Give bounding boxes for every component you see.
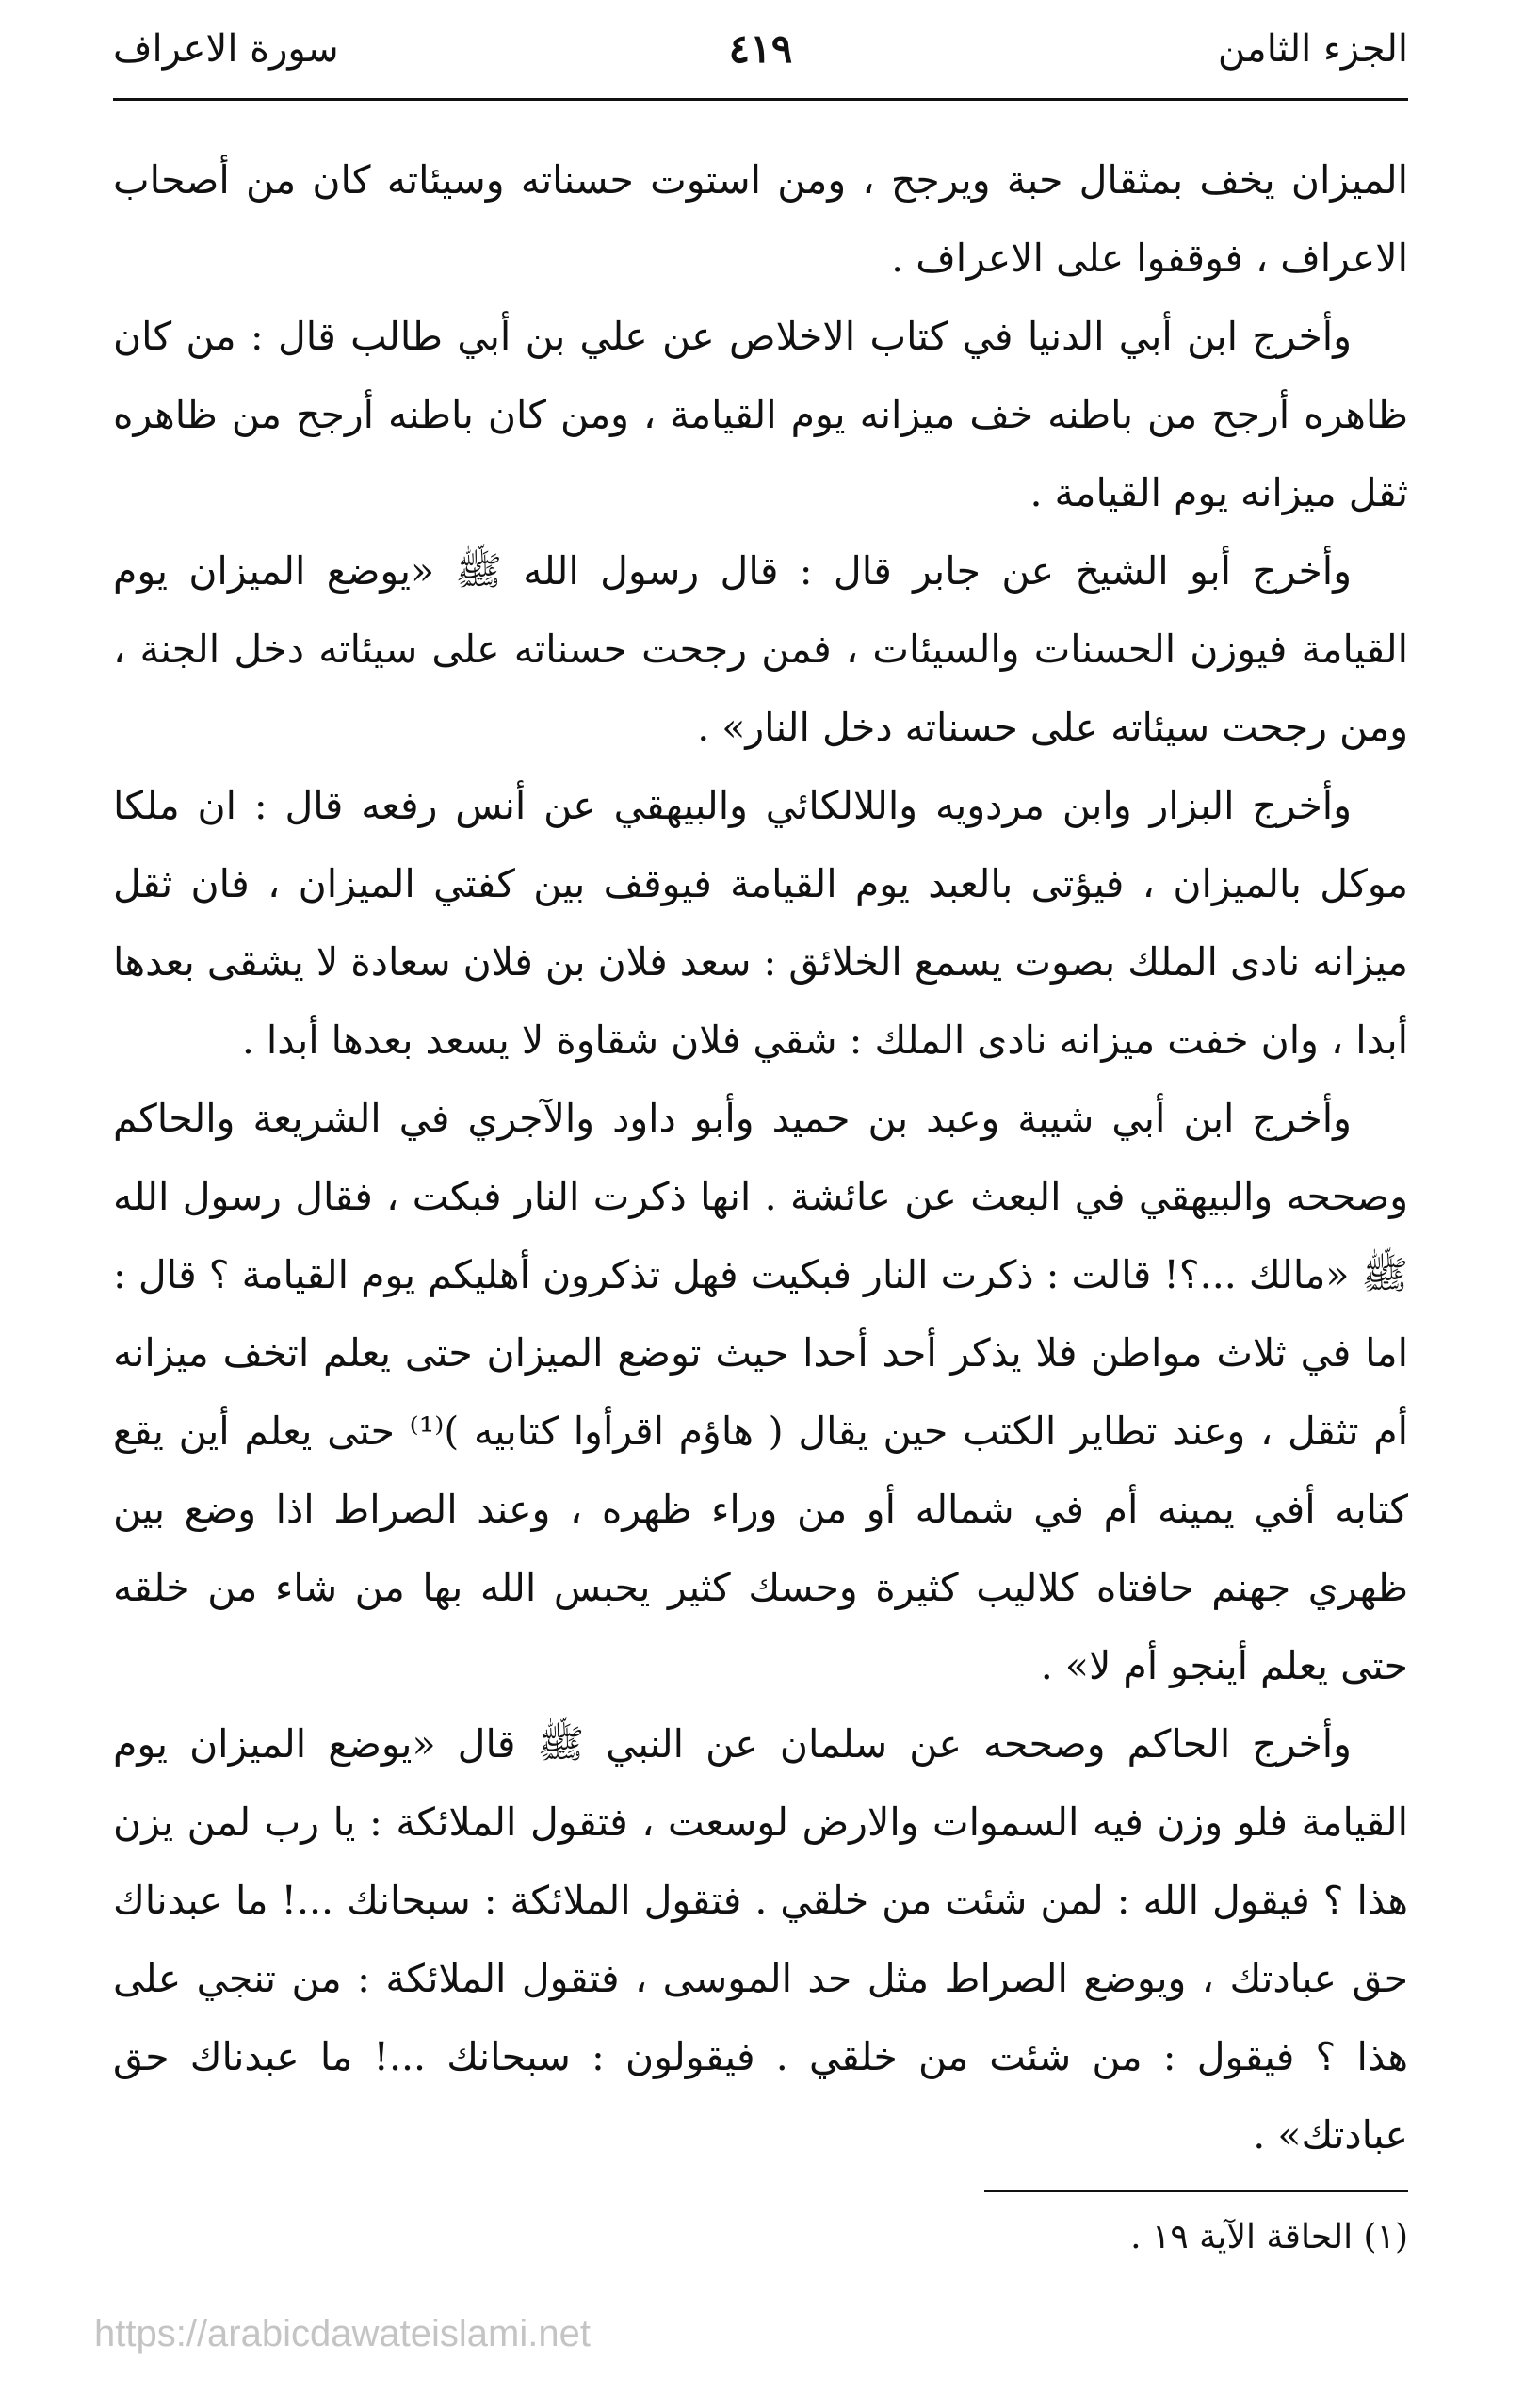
page-number: ٤١٩	[728, 25, 793, 72]
paragraph: وأخرج ابن أبي شيبة وعبد بن حميد وأبو داود والآجري في الشريعة والحاكم وصححه والبيهقي في البعث عن عائشة . انها ذكرت النار فبكت ، فقال رسول الله ﷺ «مالك ...؟! قالت : ذكرت النار فبكيت فهل تذكرون أهليكم يوم القيامة ؟ قال : اما في ثلاث مواطن فلا يذكر أحد أحدا حيث توضع الميزان حتى يعلم اتخف ميزانه أم تثقل ، وعند تطاير الكتب حين يقال ( هاؤم اقرأوا كتابيه )⁽¹⁾ حتى يعلم أين يقع كتابه أفي يمينه أم في شماله أو من وراء ظهره ، وعند الصراط اذا وضع بين ظهري جهنم حافتاه كلاليب كثيرة وحسك كثير يحبس الله بها من شاء من خلقه حتى يعلم أينجو أم لا» .	[113, 1096, 1408, 1688]
paragraph: وأخرج ابن أبي الدنيا في كتاب الاخلاص عن علي بن أبي طالب قال : من كان ظاهره أرجح من باطنه خف ميزانه يوم القيامة ، ومن كان باطنه أرجح من ظاهره ثقل ميزانه يوم القيامة .	[113, 314, 1408, 515]
juz-label: الجزء الثامن	[1217, 27, 1408, 71]
paragraph: الميزان يخف بمثقال حبة ويرجح ، ومن استوت حسناته وسيئاته كان من أصحاب الاعراف ، فوقفوا على الاعراف .	[113, 157, 1408, 281]
surah-label: سورة الاعراف	[113, 27, 339, 71]
header-divider	[113, 98, 1408, 101]
footnote: (١) الحاقة الآية ١٩ .	[1130, 2218, 1408, 2256]
paragraph: وأخرج الحاكم وصححه عن سلمان عن النبي ﷺ قال «يوضع الميزان يوم القيامة فلو وزن فيه السموات والارض لوسعت ، فتقول الملائكة : يا رب لمن يزن هذا ؟ فيقول الله : لمن شئت من خلقي . فتقول الملائكة : سبحانك ...! ما عبدناك حق عبادتك ، ويوضع الصراط مثل حد الموسى ، فتقول الملائكة : من تنجي على هذا ؟ فيقول : من شئت من خلقي . فيقولون : سبحانك ...! ما عبدناك حق عبادتك» .	[113, 1721, 1408, 2158]
footnote-divider	[984, 2190, 1408, 2192]
watermark-url: https://arabicdawateislami.net	[94, 2313, 591, 2354]
main-text	[113, 141, 1408, 2174]
paragraph: وأخرج البزار وابن مردويه واللالكائي والبيهقي عن أنس رفعه قال : ان ملكا موكل بالميزان ، فيؤتى بالعبد يوم القيامة فيوقف بين كفتي الميزان ، فان ثقل ميزانه نادى الملك بصوت يسمع الخلائق : سعد فلان بن فلان سعادة لا يشقى بعدها أبدا ، وان خفت ميزانه نادى الملك : شقي فلان شقاوة لا يسعد بعدها أبدا .	[113, 783, 1408, 1063]
page-header	[113, 21, 1408, 77]
paragraph: وأخرج أبو الشيخ عن جابر قال : قال رسول الله ﷺ «يوضع الميزان يوم القيامة فيوزن الحسنات والسيئات ، فمن رجحت حسناته على سيئاته دخل الجنة ، ومن رجحت سيئاته على حسناته دخل النار» .	[113, 548, 1408, 750]
